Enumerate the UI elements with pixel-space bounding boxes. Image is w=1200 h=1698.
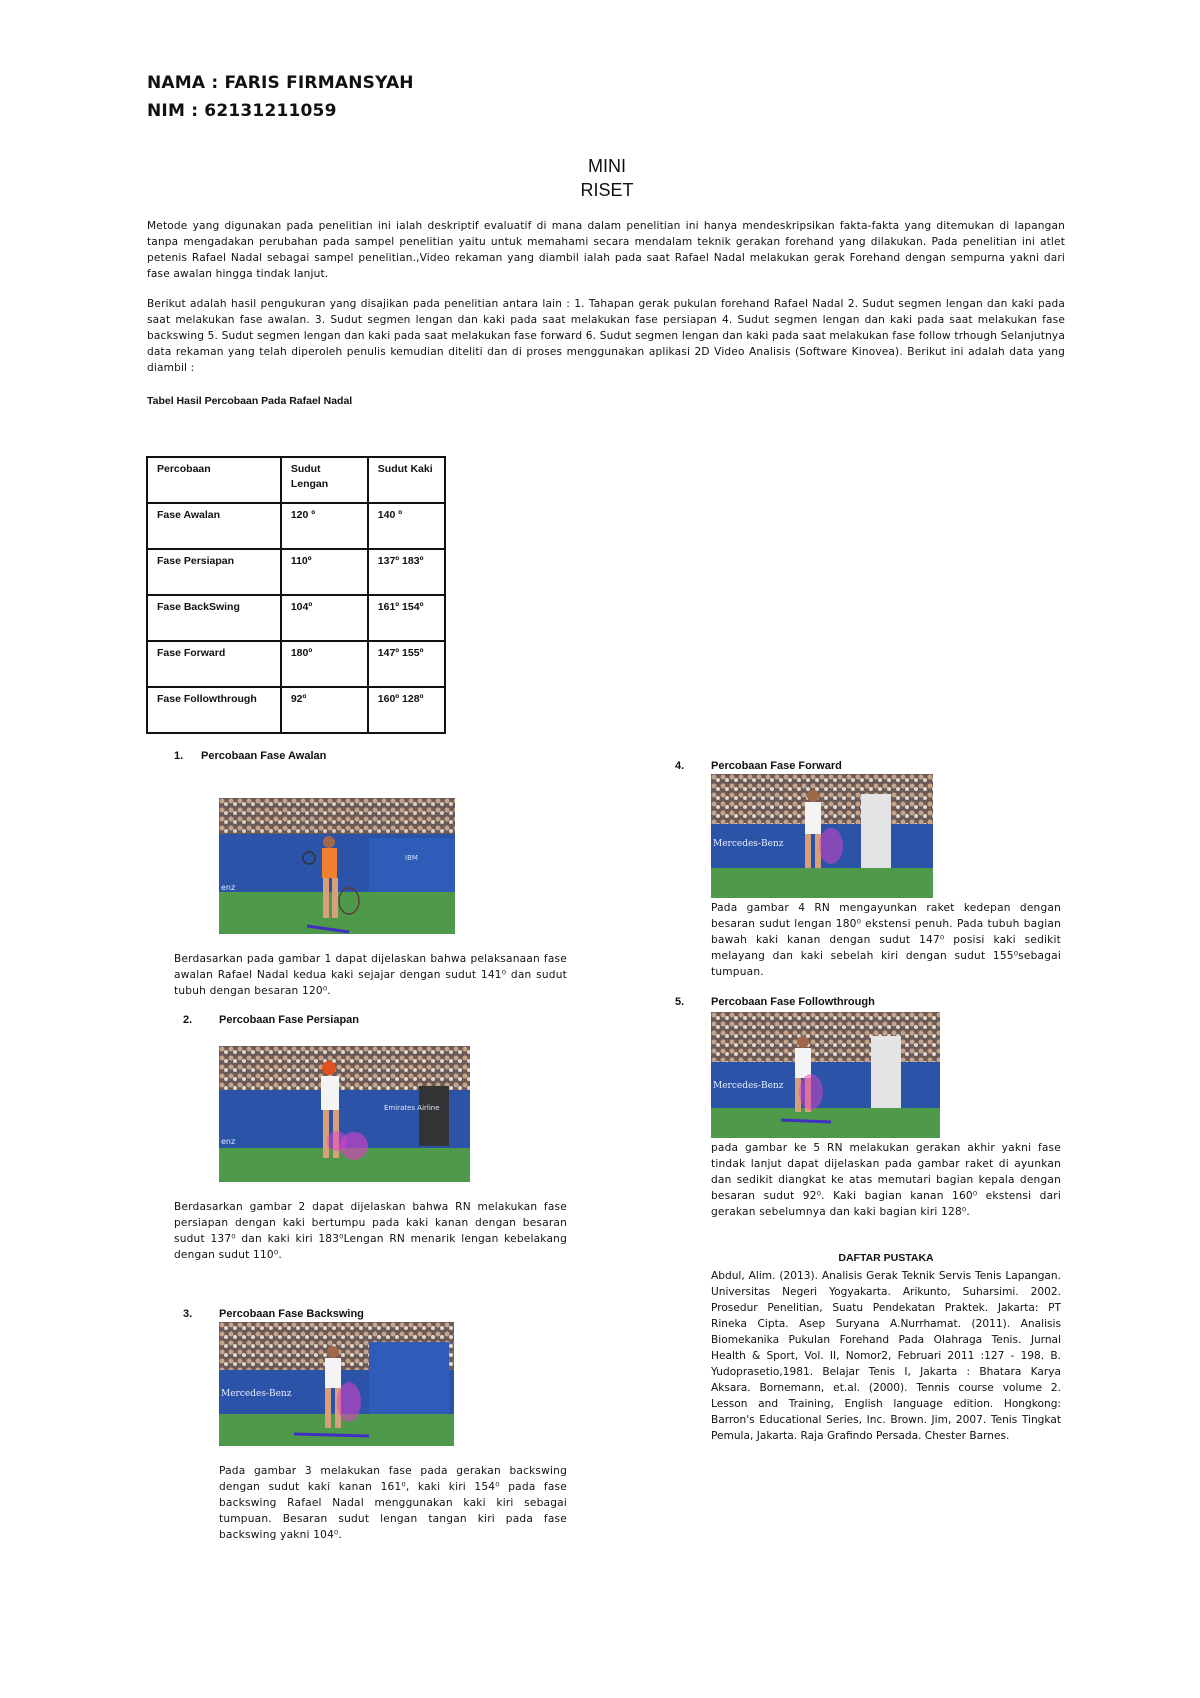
header-percobaan: Percobaan <box>147 457 281 503</box>
section-2-text: Berdasarkan gambar 2 dapat dijelaskan bahwa RN melakukan fase persiapan dengan kaki bertumpu pada kaki kanan dengan besaran sudut 137⁰ dan kaki kiri 183⁰Lengan RN menarik lengan kebelakang dengan sudut 110⁰. <box>174 1201 567 1261</box>
student-nim: NIM : 62131211059 <box>147 101 337 121</box>
section-4-number: 4. <box>675 760 685 772</box>
table-cell-phase: Fase Forward <box>147 641 281 687</box>
table-cell-kaki: 160º 128º <box>368 687 445 733</box>
table-cell-lengan: 110º <box>281 549 368 595</box>
table-row <box>147 503 445 549</box>
table-cell-kaki: 137º 183º <box>368 549 445 595</box>
method-paragraph: Metode yang digunakan pada penelitian ini ialah deskriptif evaluatif di mana dalam penelitian ini hanya mendeskripsikan fakta-fakta yang ditemukan di lapangan tanpa mengadakan perubahan pada sampel penelitian yaitu untuk memahami secara mendalam teknik gerakan forehand yang dilakukan. Pada penelitian ini atlet petenis Rafael Nadal sebagai sampel penelitian.,Video rekaman yang diambil ialah pada saat Rafael Nadal melakukan gerak Forehand dengan sempurna yakni dari fase awalan hingga tindak lanjut. <box>147 220 1065 280</box>
photo3-sponsor-text: Mercedes-Benz <box>221 1389 292 1399</box>
table-cell-lengan: 180º <box>281 641 368 687</box>
page-title <box>507 154 707 202</box>
photo1-banner-text: IBM <box>405 854 418 862</box>
photo4-sponsor-text: Mercedes-Benz <box>713 839 784 849</box>
table-row <box>147 641 445 687</box>
table-cell-lengan: 92º <box>281 687 368 733</box>
table-cell-kaki: 140 º <box>368 503 445 549</box>
photo-fase-awalan <box>219 798 455 934</box>
section-3-title: Percobaan Fase Backswing <box>219 1308 364 1320</box>
table-cell-phase: Fase Awalan <box>147 503 281 549</box>
photo1-fragment-text: enz <box>221 883 236 892</box>
table-row <box>147 595 445 641</box>
section-3-text: Pada gambar 3 melakukan fase pada gerakan backswing dengan sudut kaki kanan 161⁰, kaki kiri 154⁰ pada fase backswing Rafael Nadal menggunakan kaki kiri sebagai tumpuan. Besaran sudut lengan tangan kiri pada fase backswing yakni 104⁰. <box>219 1465 567 1541</box>
table-cell-lengan: 120 º <box>281 503 368 549</box>
table-row <box>147 549 445 595</box>
section-5-title: Percobaan Fase Followthrough <box>711 996 875 1008</box>
table-cell-lengan: 104º <box>281 595 368 641</box>
section-1-number: 1. <box>174 750 184 762</box>
table-caption: Tabel Hasil Percobaan Pada Rafael Nadal <box>147 395 353 407</box>
section-5-text: pada gambar ke 5 RN melakukan gerakan akhir yakni fase tindak lanjut dapat dijelaskan pada gambar raket di ayunkan dan sedikit diangkat ke atas memutari bagian kepala dengan besaran sudut 92⁰. Kaki bagian kanan 160⁰ ekstensi dari gerakan sebelumnya dan kaki bagian kiri 128⁰. <box>711 1142 1061 1218</box>
table-cell-phase: Fase BackSwing <box>147 595 281 641</box>
title-line-2: RISET <box>580 180 634 200</box>
table-cell-phase: Fase Followthrough <box>147 687 281 733</box>
student-name: NAMA : FARIS FIRMANSYAH <box>147 73 414 93</box>
section-1-title: Percobaan Fase Awalan <box>201 750 327 762</box>
section-5-number: 5. <box>675 996 685 1008</box>
results-table <box>146 456 446 734</box>
header-sudut-lengan: Sudut Lengan <box>281 457 368 503</box>
table-cell-kaki: 161º 154º <box>368 595 445 641</box>
results-paragraph: Berikut adalah hasil pengukuran yang disajikan pada penelitian antara lain : 1. Tahapan gerak pukulan forehand Rafael Nadal 2. Sudut segmen lengan dan kaki pada saat melakukan fase awalan. 3. Sudut segmen lengan dan kaki pada saat melakukan fase persiapan 4. Sudut segmen lengan dan kaki pada saat melakukan fase backswing 5. Sudut segmen lengan dan kaki pada saat melakukan fase forward 6. Sudut segmen lengan dan kaki pada saat melakukan fase follow trhough Selanjutnya data rekaman yang telah diperoleh penulis kemudian diteliti dan di proses menggunakan aplikasi 2D Video Analisis (Software Kinovea). Berikut ini adalah data yang diambil : <box>147 298 1065 374</box>
table-cell-phase: Fase Persiapan <box>147 549 281 595</box>
photo-fase-backswing <box>219 1322 454 1446</box>
table-row <box>147 687 445 733</box>
photo-fase-forward <box>711 774 933 898</box>
section-4-text: Pada gambar 4 RN mengayunkan raket kedepan dengan besaran sudut lengan 180⁰ ekstensi penuh. Pada tubuh bagian bawah kaki kanan dengan sudut 147⁰ posisi kaki sedikit melayang dan kaki sebelah kiri dengan sudut 155⁰sebagai tumpuan. <box>711 902 1061 978</box>
header-sudut-kaki: Sudut Kaki <box>368 457 445 503</box>
section-1-text: Berdasarkan pada gambar 1 dapat dijelaskan bahwa pelaksanaan fase awalan Rafael Nadal kedua kaki sejajar dengan sudut 141⁰ dan sudut tubuh dengan besaran 120⁰. <box>174 953 567 997</box>
photo-fase-followthrough <box>711 1012 940 1138</box>
section-2-number: 2. <box>183 1014 193 1026</box>
photo-fase-persiapan <box>219 1046 470 1182</box>
references-text: Abdul, Alim. (2013). Analisis Gerak Teknik Servis Tenis Lapangan. Universitas Negeri Yogyakarta. Arikunto, Suharsimi. 2002. Prosedur Penelitian, Suatu Pendekatan Praktek. Jakarta: PT Rineka Cipta. Asep Suryana A.Nurrhamat. (2011). Analisis Biomekanika Pukulan Forehand Pada Olahraga Tenis. Jurnal Health & Sport, Vol. II, Nomor2, Februari 2011 :127 - 198. B. Yudoprasetio,1981. Belajar Tenis I, Jakarta : Bhatara Karya Aksara. Bornemann, et.al. (2000). Tennis course volume 2. Lesson and Training, English language edition. Hongkong: Barron's Educational Series, Inc. Brown. Jim, 2007. Tenis Tingkat Pemula, Jakarta. Raja Grafindo Persada. Chester Barnes. <box>711 1270 1061 1442</box>
photo5-sponsor-text: Mercedes-Benz <box>713 1081 784 1091</box>
photo2-fragment-text: enz <box>221 1137 236 1146</box>
photo2-banner-text: Emirates Airline <box>384 1104 440 1112</box>
section-3-number: 3. <box>183 1308 193 1320</box>
title-line-1: MINI <box>588 156 626 176</box>
section-4-title: Percobaan Fase Forward <box>711 760 842 772</box>
references-title: DAFTAR PUSTAKA <box>838 1252 934 1264</box>
table-cell-kaki: 147º 155º <box>368 641 445 687</box>
table-header-row <box>147 457 445 503</box>
section-2-title: Percobaan Fase Persiapan <box>219 1014 360 1026</box>
